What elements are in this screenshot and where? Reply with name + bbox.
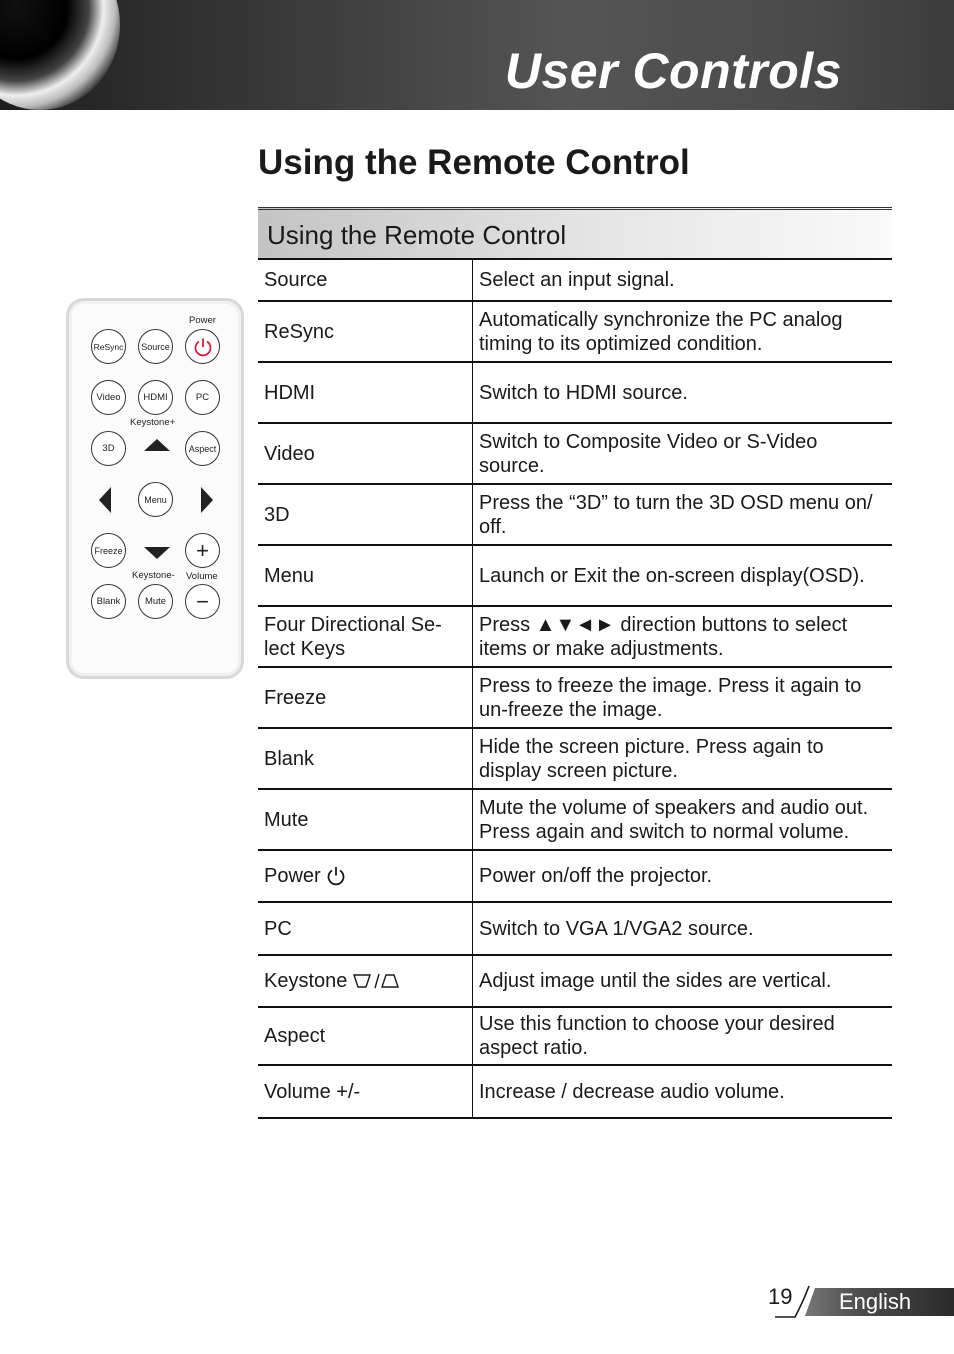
remote-power-button (185, 329, 220, 364)
row-key: Aspect (258, 1008, 473, 1064)
row-key: ReSync (258, 302, 473, 361)
power-icon (192, 336, 214, 358)
remote-source-button: Source (138, 329, 173, 364)
row-key: PC (258, 903, 473, 954)
table-row (258, 546, 892, 607)
table-header: Using the Remote Control (258, 207, 892, 260)
row-value: Switch to Composite Video or S-Video source. (479, 430, 818, 477)
table-row (258, 790, 892, 851)
remote-freeze-button: Freeze (91, 533, 126, 568)
table-row (258, 851, 892, 903)
row-key: Blank (258, 729, 473, 788)
table-row (258, 1066, 892, 1119)
remote-volume-up-button: + (185, 533, 220, 568)
row-value: Select an input signal. (479, 269, 675, 291)
row-key: Four Directional Se- lect Keys (258, 607, 473, 666)
remote-blank-button: Blank (91, 584, 126, 619)
row-key: Menu (258, 546, 473, 605)
table-row (258, 668, 892, 729)
remote-power-label: Power (189, 315, 216, 326)
remote-pc-button: PC (185, 380, 220, 415)
down-arrow-icon (144, 547, 170, 559)
row-key-label: Keystone (264, 970, 348, 992)
remote-resync-button: ReSync (91, 329, 126, 364)
keystone-icon (352, 971, 400, 991)
remote-keystone-minus-label: Keystone- (132, 570, 175, 581)
row-key (258, 956, 473, 1006)
remote-video-button: Video (91, 380, 126, 415)
remote-volume-label: Volume (186, 571, 218, 582)
row-value: Launch or Exit the on-screen display(OSD). (479, 564, 865, 587)
remote-hdmi-button: HDMI (138, 380, 173, 415)
row-value: Press the “3D” to turn the 3D OSD menu on/ off. (479, 491, 873, 538)
table-row (258, 607, 892, 668)
page-heading: Using the Remote Control (258, 143, 690, 182)
table-row (258, 903, 892, 956)
row-value: Press ▲▼◄► direction buttons to select items or make adjustments. (479, 613, 848, 660)
row-key: Volume +/- (258, 1066, 473, 1117)
row-value: Mute the volume of speakers and audio out. Press again and switch to normal volume. (479, 796, 869, 843)
page-number: 19 (768, 1284, 793, 1309)
right-arrow-icon (201, 487, 213, 513)
row-key: 3D (258, 485, 473, 544)
table-row (258, 302, 892, 363)
table-row (258, 1008, 892, 1066)
row-value: Power on/off the projector. (479, 865, 713, 887)
left-arrow-icon (99, 487, 111, 513)
footer-language: English (839, 1289, 912, 1314)
remote-mute-button: Mute (138, 584, 173, 619)
row-key: HDMI (258, 363, 473, 422)
header-banner (0, 0, 954, 110)
row-value: Adjust image until the sides are vertical. (479, 970, 832, 992)
row-key: Video (258, 424, 473, 483)
remote-functions-table (258, 207, 892, 1119)
row-key: Source (258, 260, 473, 300)
row-key-label: Power (264, 865, 321, 887)
remote-control-illustration (66, 298, 244, 679)
row-value: Hide the screen picture. Press again to display screen picture. (479, 735, 824, 782)
remote-keystone-plus-label: Keystone+ (130, 417, 176, 428)
table-row (258, 729, 892, 790)
row-value: Press to freeze the image. Press it again to un-freeze the image. (479, 674, 862, 721)
remote-3d-button: 3D (91, 431, 126, 466)
row-value: Increase / decrease audio volume. (479, 1080, 785, 1103)
lens-graphic (0, 0, 120, 110)
page-footer (768, 1284, 954, 1320)
row-key (258, 851, 473, 901)
up-arrow-icon (144, 439, 170, 451)
table-row (258, 260, 892, 302)
row-value: Switch to VGA 1/VGA2 source. (479, 917, 754, 940)
table-row (258, 956, 892, 1008)
table-row (258, 363, 892, 424)
power-icon (325, 865, 347, 887)
remote-menu-button: Menu (138, 482, 173, 517)
header-title: User Controls (504, 43, 842, 99)
row-value: Switch to HDMI source. (479, 381, 688, 404)
remote-volume-down-button: − (185, 584, 220, 619)
row-key: Mute (258, 790, 473, 849)
table-row (258, 485, 892, 546)
table-row (258, 424, 892, 485)
row-value: Automatically synchronize the PC analog timing to its optimized condition. (479, 308, 843, 355)
row-key: Freeze (258, 668, 473, 727)
row-value: Use this function to choose your desired aspect ratio. (479, 1013, 835, 1059)
remote-aspect-button: Aspect (185, 431, 220, 466)
